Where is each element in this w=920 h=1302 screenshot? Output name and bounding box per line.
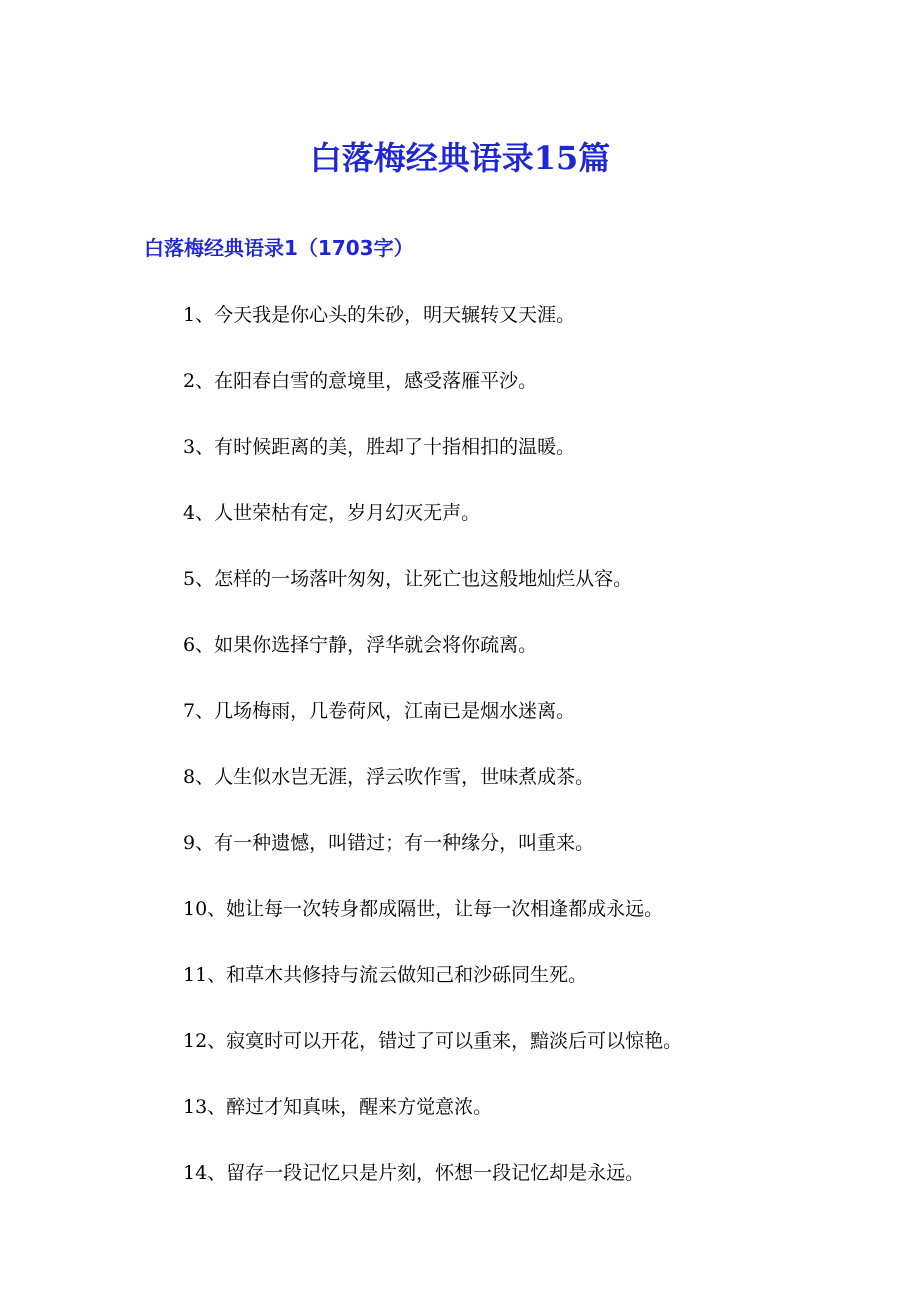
quote-list (183, 294, 883, 1218)
quote-item: 2、在阳春白雪的意境里，感受落雁平沙。 (183, 370, 538, 392)
quote-item: 5、怎样的一场落叶匆匆，让死亡也这般地灿烂从容。 (183, 568, 633, 590)
quote-item: 6、如果你选择宁静，浮华就会将你疏离。 (183, 634, 538, 656)
quote-item: 7、几场梅雨，几卷荷风，江南已是烟水迷离。 (183, 700, 576, 722)
document-title: 白落梅经典语录15篇 (309, 139, 611, 177)
quote-item: 11、和草木共修持与流云做知己和沙砾同生死。 (183, 964, 588, 986)
quote-item: 1、今天我是你心头的朱砂，明天辗转又天涯。 (183, 304, 576, 326)
quote-item: 3、有时候距离的美，胜却了十指相扣的温暖。 (183, 436, 576, 458)
quote-item: 8、人生似水岂无涯，浮云吹作雪，世味煮成茶。 (183, 766, 595, 788)
section-heading: 白落梅经典语录1（1703字） (144, 236, 414, 260)
quote-item: 4、人世荣枯有定，岁月幻灭无声。 (183, 502, 481, 524)
quote-item: 12、寂寞时可以开花，错过了可以重来，黯淡后可以惊艳。 (183, 1030, 683, 1052)
quote-item: 10、她让每一次转身都成隔世，让每一次相逢都成永远。 (183, 898, 664, 920)
quote-item: 9、有一种遗憾，叫错过；有一种缘分，叫重来。 (183, 832, 595, 854)
quote-item: 14、留存一段记忆只是片刻，怀想一段记忆却是永远。 (183, 1162, 645, 1184)
quote-item: 13、醉过才知真味，醒来方觉意浓。 (183, 1096, 493, 1118)
